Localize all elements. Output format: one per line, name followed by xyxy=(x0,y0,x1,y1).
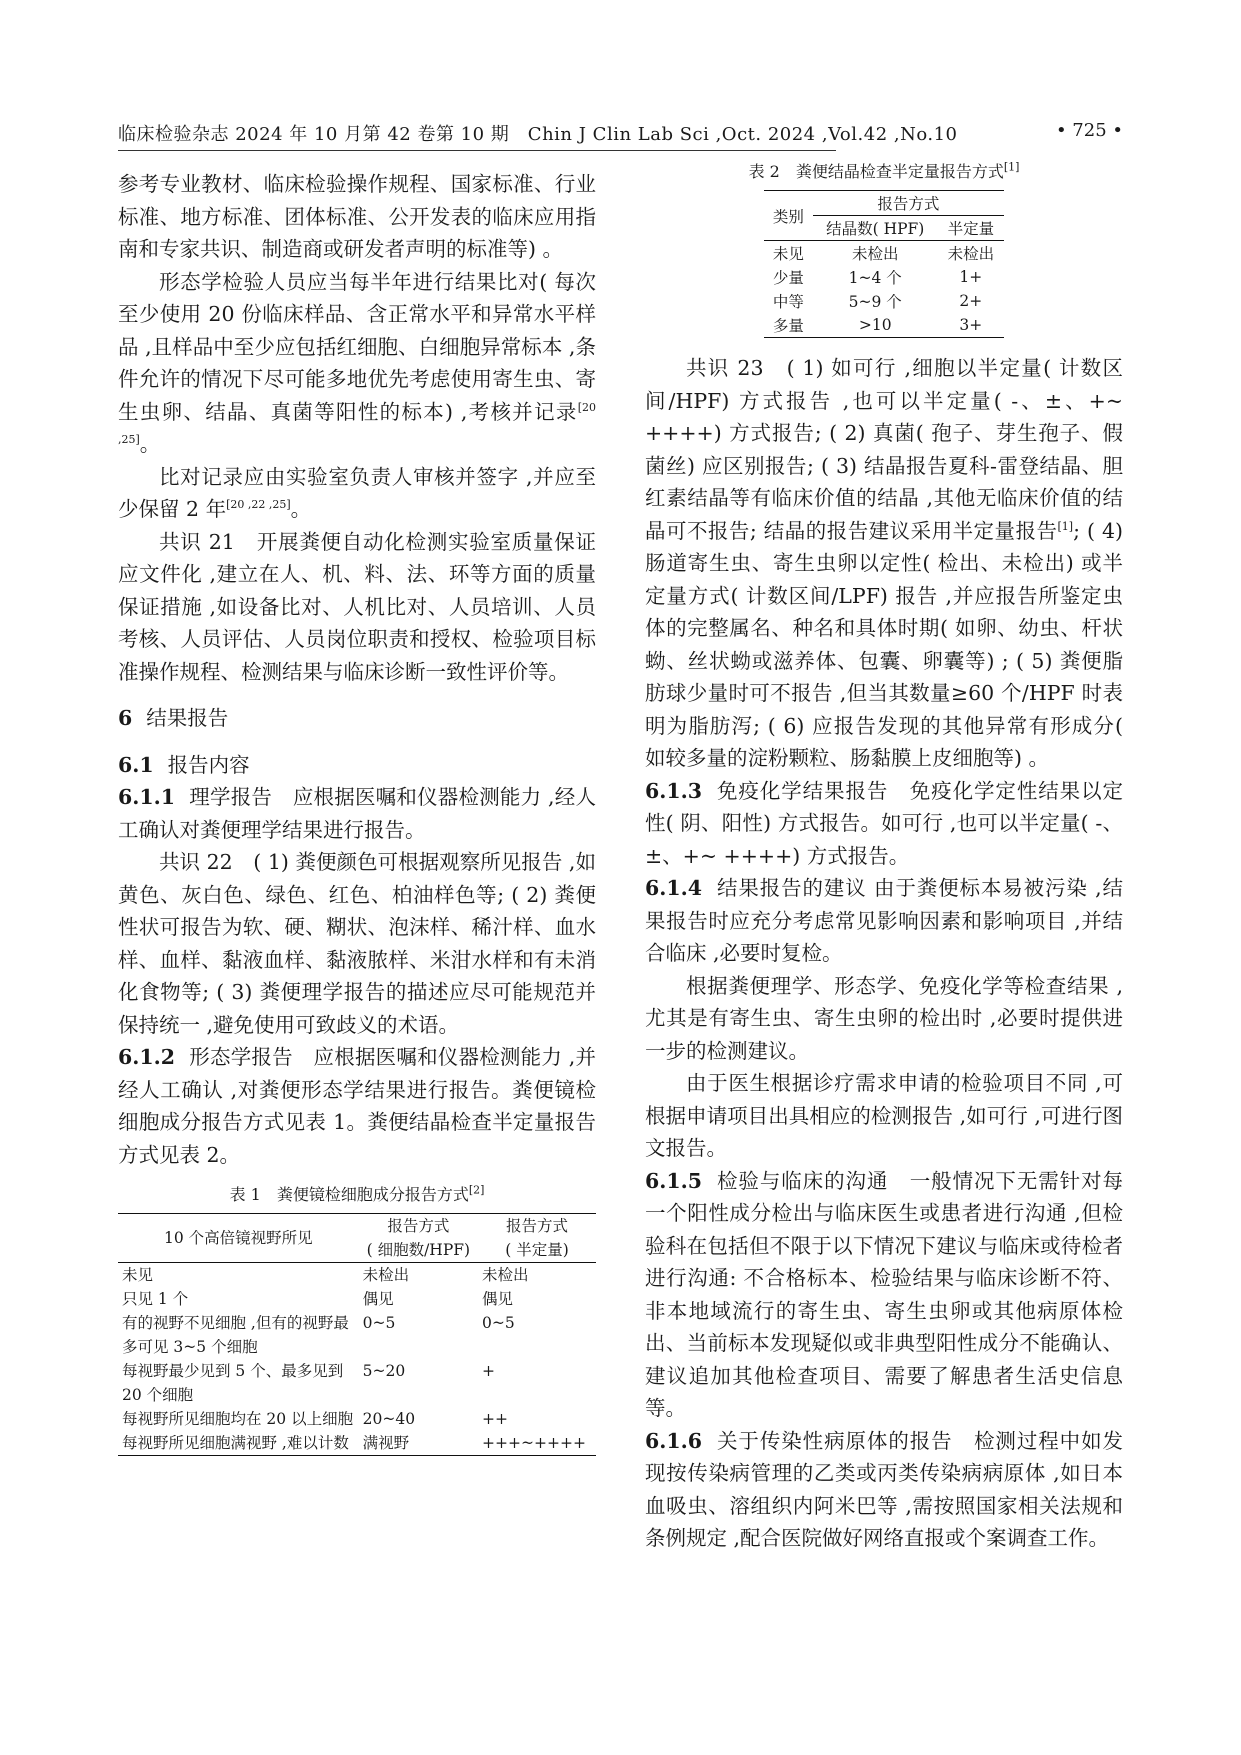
right-column xyxy=(645,160,1123,1555)
left-column xyxy=(118,168,596,1456)
citation: [1] xyxy=(1057,519,1074,533)
table1-header: 报告方式 ( 半定量) xyxy=(478,1214,596,1263)
subsection-6-1-3: 6.1.3 免疫化学结果报告 免疫化学定性结果以定性( 阴、阳性) 方式报告。如可行 ,也可以半定量( -、±、+~ ++++) 方式报告。 xyxy=(645,778,1123,868)
table-cell: ++ xyxy=(482,1410,509,1428)
table2-caption: 表 2 粪便结晶检查半定量报告方式[1] xyxy=(748,160,1020,181)
table-row xyxy=(764,241,1004,266)
consensus-22: 共识 22 ( 1) 粪便颜色可根据观察所见报告 ,如黄色、灰白色、绿色、红色、柏油样色等; ( 2) 粪便性状可报告为软、硬、糊状、泡沫样、稀汁样、血水样、血样、黏液血样、黏液脓样、米泔水样和有未消化食物等; ( 3) 粪便理学报告的描述应尽可能规范并保持统一 ,避免使用可致歧义的术语。 xyxy=(118,850,596,1037)
table-cell: 少量 xyxy=(772,269,804,287)
citation: [20 ,22 ,25] xyxy=(226,498,291,512)
table-cell: 1~4 个 xyxy=(848,269,902,287)
table-row xyxy=(764,313,1004,338)
table-row xyxy=(764,289,1004,313)
table1-header: 报告方式 ( 细胞数/HPF) xyxy=(359,1214,478,1263)
table-cell: 0~5 xyxy=(482,1314,515,1332)
table-cell: 每视野所见细胞均在 20 以上细胞 xyxy=(122,1410,354,1428)
table-row xyxy=(118,1407,596,1431)
header-rule xyxy=(118,150,836,151)
table-cell: 中等 xyxy=(772,293,804,311)
table-cell: >10 xyxy=(813,313,938,338)
table-row xyxy=(118,1359,596,1407)
section-heading-6-1: 6.1 报告内容 xyxy=(118,752,250,777)
paragraph: 由于医生根据诊疗需求申请的检验项目不同 ,可根据申请项目出具相应的检测报告 ,如可行 ,可进行图文报告。 xyxy=(645,1071,1123,1160)
running-header xyxy=(118,120,1123,154)
table1-caption: 表 1 粪便镜检细胞成分报告方式[2] xyxy=(229,1183,485,1204)
table1-header: 10 个高倍镜视野所见 xyxy=(118,1214,359,1263)
table-cell: 0~5 xyxy=(362,1314,396,1332)
journal-info: 临床检验杂志 2024 年 10 月第 42 卷第 10 期 Chin J Clin Lab Sci ,Oct. 2024 ,Vol.42 ,No.10 xyxy=(118,124,958,145)
subsection-6-1-4: 6.1.4 结果报告的建议 由于粪便标本易被污染 ,结果报告时应充分考虑常见影响因素和影响项目 ,并结合临床 ,必要时复检。 xyxy=(645,876,1123,965)
table-cell: 未检出 xyxy=(947,245,995,263)
table-cell: 满视野 xyxy=(359,1431,478,1456)
table-cell: 3+ xyxy=(938,313,1004,338)
table-cell: 偶见 xyxy=(482,1290,514,1308)
section-heading-6: 6 结果报告 xyxy=(118,706,229,730)
table-cell: 未见 xyxy=(772,245,804,263)
paragraph: 形态学检验人员应当每半年进行结果比对( 每次至少使用 20 份临床样品、含正常水平和异常水平样品 ,且样品中至少应包括红细胞、白细胞异常标本 ,条件允许的情况下尽可能多地优先考虑使用寄生虫、寄生虫卵、结晶、真菌等阳性的标本) ,考核并记录[20 ,25]。 xyxy=(118,269,596,456)
consensus-21: 共识 21 开展粪便自动化检测实验室质量保证应文件化 ,建立在人、机、料、法、环等方面的质量保证措施 ,如设备比对、人机比对、人员培训、人员考核、人员评估、人员岗位职责和授权、检验项目标准操作规程、检测结果与临床诊断一致性评价等。 xyxy=(118,529,596,684)
subsection-6-1-1: 6.1.1 理学报告 应根据医嘱和仪器检测能力 ,经人工确认对粪便理学结果进行报告。 xyxy=(118,785,596,842)
table-cell: 未检出 xyxy=(482,1266,529,1284)
consensus-23: 共识 23 ( 1) 如可行 ,细胞以半定量( 计数区间/HPF) 方式报告 ,也可以半定量( -、±、+~ ++++) 方式报告; ( 2) 真菌( 孢子、芽生孢子、假菌丝) 应区别报告; ( 3) 结晶报告夏科-雷登结晶、胆红素结晶等有临床价值的结晶 ,其他无临床价值的结晶可不报告; 结晶的报告建议采用半定量报告[1]; ( 4) 肠道寄生虫、寄生虫卵以定性( 检出、未检出) 或半定量方式( 计数区间/LPF) 报告 ,并应报告所鉴定虫体的完整属名、种名和具体时期( 如卵、幼虫、杆状蚴、丝状蚴或滋养体、包囊、卵囊等) ; ( 5) 粪便脂肪球少量时可不报告 ,但当其数量≥60 个/HPF 时表明为脂肪泻; ( 6) 应报告发现的其他异常有形成分( 如较多量的淀粉颗粒、肠黏膜上皮细胞等) 。 xyxy=(645,356,1123,770)
subsection-6-1-6: 6.1.6 关于传染性病原体的报告 检测过程中如发现按传染病管理的乙类或丙类传染病病原体 ,如日本血吸虫、溶组织内阿米巴等 ,需按照国家相关法规和条例规定 ,配合医院做好网络直报或个案调查工作。 xyxy=(645,1428,1123,1550)
table-cell: 多量 xyxy=(764,313,813,338)
table-cell: 未检出 xyxy=(362,1266,410,1284)
table-cell: 每视野最少见到 5 个、最多见到 20 个细胞 xyxy=(122,1362,344,1404)
table2-header: 类别 xyxy=(764,191,813,241)
table2-header: 结晶数( HPF) xyxy=(813,216,938,241)
table-cell: 未检出 xyxy=(851,245,899,263)
table-row xyxy=(118,1431,596,1456)
table-row xyxy=(118,1287,596,1311)
table1 xyxy=(118,1213,596,1456)
table-cell: 有的视野不见细胞 ,但有的视野最多可见 3~5 个细胞 xyxy=(122,1314,349,1356)
table-cell: 2+ xyxy=(959,292,983,310)
table-row xyxy=(764,265,1004,289)
table-cell: 5~9 个 xyxy=(848,293,902,311)
subsection-6-1-2: 6.1.2 形态学报告 应根据医嘱和仪器检测能力 ,并经人工确认 ,对粪便形态学结果进行报告。粪便镜检细胞成分报告方式见表 1。粪便结晶检查半定量报告方式见表 2。 xyxy=(118,1045,596,1167)
paragraph: 参考专业教材、临床检验操作规程、国家标准、行业标准、地方标准、团体标准、公开发表的临床应用指南和专家共识、制造商或研发者声明的标准等) 。 xyxy=(118,172,596,261)
table-cell: +++~++++ xyxy=(478,1431,596,1456)
page-number: • 725 • xyxy=(1055,120,1123,141)
citation: [20 ,25] xyxy=(118,400,596,447)
table-cell: 20~40 xyxy=(362,1410,416,1428)
paragraph: 比对记录应由实验室负责人审核并签字 ,并应至少保留 2 年[20 ,22 ,25]。 xyxy=(118,464,596,521)
paragraph: 根据粪便理学、形态学、免疫化学等检查结果 ,尤其是有寄生虫、寄生虫卵的检出时 ,必要时提供进一步的检测建议。 xyxy=(645,973,1123,1063)
table2 xyxy=(764,190,1004,338)
table-row xyxy=(118,1263,596,1288)
table-row xyxy=(118,1311,596,1359)
table-cell: 每视野所见细胞满视野 ,难以计数 xyxy=(118,1431,359,1456)
table2-header: 半定量 xyxy=(938,216,1004,241)
table-cell: 1+ xyxy=(959,268,983,286)
table-cell: 5~20 xyxy=(362,1362,406,1380)
table2-header: 报告方式 xyxy=(813,191,1004,216)
table-cell: 只见 1 个 xyxy=(122,1290,189,1308)
table-cell: 偶见 xyxy=(362,1290,394,1308)
table-cell: + xyxy=(482,1362,496,1380)
subsection-6-1-5: 6.1.5 检验与临床的沟通 一般情况下无需针对每一个阳性成分检出与临床医生或患者进行沟通 ,但检验科在包括但不限于以下情况下建议与临床或待检者进行沟通: 不合格标本、检验结果与临床诊断不符、非本地域流行的寄生虫、寄生虫卵或其他病原体检出、当前标本发现疑似或非典型阳性成分不能确认、建议追加其他检查项目、需要了解患者生活史信息等。 xyxy=(645,1168,1123,1420)
table-cell: 未见 xyxy=(122,1266,154,1284)
